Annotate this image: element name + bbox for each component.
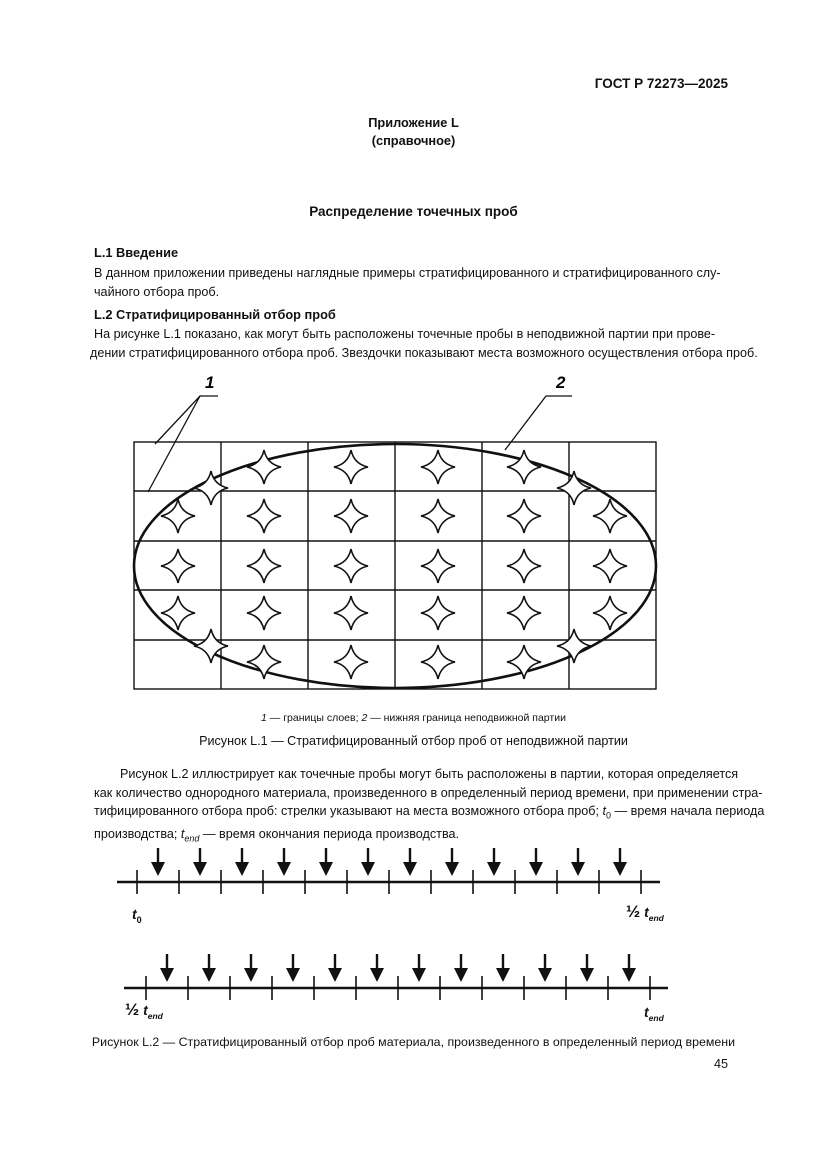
sample-star: [593, 549, 627, 583]
sample-star: [334, 596, 368, 630]
fig2-para-line4-end: — время окончания периода производства.: [199, 827, 459, 842]
arrow-down-icon: [454, 954, 468, 982]
t0-symbol: t: [602, 804, 607, 818]
arrow-down-icon: [286, 954, 300, 982]
l1-text-line1: В данном приложении приведены наглядные примеры стратифицированного и стратифицированного слу-: [94, 266, 721, 280]
arrow-down-icon: [319, 848, 333, 876]
timeline-top: [117, 848, 660, 894]
sample-star: [421, 499, 455, 533]
sample-star: [194, 471, 228, 505]
arrow-down-icon: [622, 954, 636, 982]
arrow-down-icon: [277, 848, 291, 876]
timeline-bottom: [124, 954, 668, 1000]
arrow-down-icon: [445, 848, 459, 876]
sample-star: [507, 499, 541, 533]
arrow-down-icon: [235, 848, 249, 876]
arrow-down-icon: [244, 954, 258, 982]
sample-star: [334, 499, 368, 533]
fig2-para-line3-end: — время начала периода: [611, 804, 765, 818]
label-half-tend-top: ½ $t_{end}$: [626, 902, 664, 923]
legend-text-1: — границы слоев;: [266, 712, 362, 724]
fig2-para-line2: как количество однородного материала, произведенного в определенный период времени, при применении стра-: [94, 785, 763, 800]
arrow-down-icon: [160, 954, 174, 982]
arrow-down-icon: [496, 954, 510, 982]
arrow-down-icon: [370, 954, 384, 982]
l2-text-line2: дении стратифицированного отбора проб. Звездочки показывают места возможного осуществления отбора проб.: [90, 345, 758, 360]
l2-heading: L.2 Стратифицированный отбор проб: [94, 307, 336, 322]
t0-subscript: 0: [606, 810, 612, 821]
arrow-down-icon: [571, 848, 585, 876]
legend-text-2: — нижняя граница неподвижной партии: [367, 712, 566, 724]
appendix-subtitle: (справочное): [371, 133, 456, 148]
legend-number-2: 2: [361, 712, 368, 724]
sample-star: [507, 450, 541, 484]
l1-heading: L.1 Введение: [94, 245, 179, 260]
sample-star: [247, 450, 281, 484]
figure2-paragraph: [94, 765, 765, 848]
label-t0-top: $t_0$: [132, 906, 142, 925]
sample-star: [161, 499, 195, 533]
tend-subscript: end: [184, 833, 200, 844]
fig2-para-line4: производства;: [94, 827, 181, 842]
sample-star: [557, 629, 591, 663]
label-half-tend-bottom: ½ $t_{end}$: [125, 1000, 163, 1021]
sample-star: [421, 549, 455, 583]
tend-symbol: t: [180, 827, 185, 842]
sample-star: [334, 549, 368, 583]
document-header: ГОСТ Р 72273—2025: [594, 76, 728, 91]
sample-star: [507, 596, 541, 630]
sample-star: [247, 549, 281, 583]
sampling-stars: [161, 450, 627, 679]
label-tend-bottom: $t_{end}$: [644, 1004, 664, 1023]
sample-star: [557, 471, 591, 505]
sample-star: [161, 549, 195, 583]
arrow-down-icon: [328, 954, 342, 982]
arrow-down-icon: [202, 954, 216, 982]
sample-star: [507, 549, 541, 583]
sample-star: [421, 645, 455, 679]
sample-star: [334, 450, 368, 484]
figure2-caption: Рисунок L.2 — Стратифицированный отбор проб материала, произведенного в определенный период времени: [91, 1035, 736, 1049]
arrow-down-icon: [151, 848, 165, 876]
arrow-down-icon: [613, 848, 627, 876]
arrow-down-icon: [487, 848, 501, 876]
arrow-down-icon: [529, 848, 543, 876]
arrow-down-icon: [193, 848, 207, 876]
l2-text-line1: На рисунке L.1 показано, как могут быть расположены точечные пробы в неподвижной партии при прове-: [94, 327, 716, 341]
section-title: Распределение точечных проб: [309, 204, 518, 219]
fig2-para-line3: тифицированного отбора проб: стрелки указывают на места возможного отбора проб;: [94, 804, 603, 818]
sample-star: [334, 645, 368, 679]
sample-star: [247, 596, 281, 630]
arrow-down-icon: [403, 848, 417, 876]
arrow-down-icon: [361, 848, 375, 876]
l1-text-line2: чайного отбора проб.: [94, 284, 220, 299]
callout-1: 1: [205, 373, 215, 392]
figure1-caption: Рисунок L.1 — Стратифицированный отбор проб от неподвижной партии: [199, 734, 628, 748]
arrow-down-icon: [412, 954, 426, 982]
sample-star: [247, 499, 281, 533]
arrow-down-icon: [580, 954, 594, 982]
fig2-para-line1: Рисунок L.2 иллюстрирует как точечные пробы могут быть расположены в партии, которая определяется: [120, 767, 739, 781]
arrow-down-icon: [538, 954, 552, 982]
figure1-legend: [0, 712, 827, 724]
sample-star: [421, 450, 455, 484]
page-number: 45: [713, 1057, 728, 1071]
legend-number-1: 1: [261, 712, 267, 724]
sample-star: [421, 596, 455, 630]
appendix-title: Приложение L: [368, 115, 459, 130]
callout-2: 2: [556, 373, 566, 392]
